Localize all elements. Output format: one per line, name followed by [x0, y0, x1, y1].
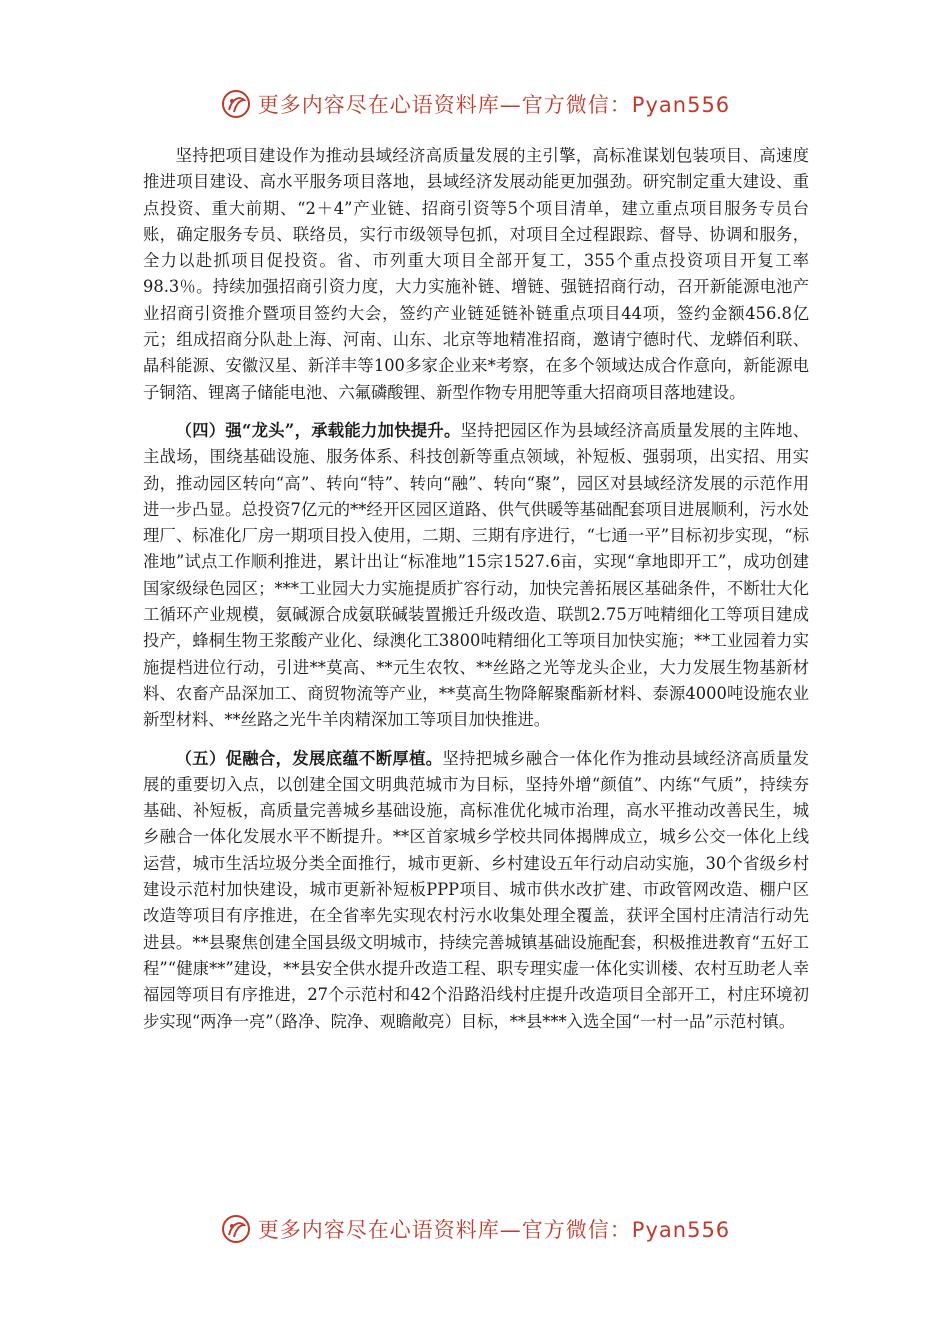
banner-text: 更多内容尽在心语资料库—官方微信：Pyan556 — [257, 93, 731, 117]
section-heading: （四）强“龙头”，承载能力加快提升。 — [175, 420, 461, 440]
paragraph-integration — [143, 746, 809, 1035]
document-body — [143, 143, 809, 1035]
section-heading: （五）促融合，发展底蕴不断厚植。 — [175, 748, 443, 768]
footer-banner — [0, 1209, 950, 1249]
banner-text: 更多内容尽在心语资料库—官方微信：Pyan556 — [257, 1218, 731, 1242]
header-banner — [0, 84, 950, 124]
paragraph-text: 坚持把城乡融合一体化作为推动县域经济高质量发展的重要切入点，以创建全国文明典范城市为目标，坚持外增“颜值”、内练“气质”，持续夯基础、补短板，高质量完善城乡基础设施，高标准优化城市治理，高水平推动改善民生，城乡融合一体化发展水平不断提升。**区首家城乡学校共同体揭牌成立，城乡公交一体化上线运营，城市生活垃圾分类全面推行，城市更新、乡村建设五年行动启动实施，30个省级乡村建设示范村加快建设，城市更新补短板PPP项目、城市供水改扩建、市政管网改造、棚户区改造等项目有序推进，在全省率先实现农村污水收集处理全覆盖，获评全国村庄清洁行动先进县。**县聚焦创建全国县级文明城市，持续完善城镇基础设施配套，积极推进教育“五好工程”“健康**”建设，**县安全供水提升改造工程、职专理实虚一体化实训楼、农村互助老人幸福园等项目有序推进，27个示范村和42个沿路沿线村庄提升改造项目全部开工，村庄环境初步实现“两净一亮”（路净、院净、观瞻敞亮）目标，**县***入选全国“一村一品”示范村镇。 — [143, 748, 809, 1031]
paragraph-text: 坚持把项目建设作为推动县域经济高质量发展的主引擎，高标准谋划包装项目、高速度推进项目建设、高水平服务项目落地，县域经济发展动能更加强劲。研究制定重大建设、重点投资、重大前期、“2＋4”产业链、招商引资等5个项目清单，建立重点项目服务专员台账，确定服务专员、联络员，实行市级领导包抓，对项目全过程跟踪、督导、协调和服务，全力以赴抓项目促投资。省、市列重大项目全部开复工，355个重点投资项目开复工率98.3％。持续加强招商引资力度，大力实施补链、增链、强链招商行动，召开新能源电池产业招商引资推介暨项目签约大会，签约产业链延链补链重点项目44项，签约金额456.8亿元；组成招商分队赴上海、河南、山东、北京等地精准招商，邀请宁德时代、龙蟒佰利联、晶科能源、安徽汉星、新洋丰等100多家企业来*考察，在多个领域达成合作意向，新能源电子铜箔、锂离子储能电池、六氟磷酸锂、新型作物专用肥等重大招商项目落地建设。 — [143, 146, 809, 402]
paragraph-text: 坚持把园区作为县域经济高质量发展的主阵地、主战场，围绕基础设施、服务体系、科技创新等重点领域，补短板、强弱项，出实招、用实劲，推动园区转向“高”、转向“特”、转向“融”、转向“聚”，园区对县域经济发展的示范作用进一步凸显。总投资7亿元的**经开区园区道路、供气供暖等基础配套项目进展顺利，污水处理厂、标准化厂房一期项目投入使用，二期、三期有序进行，“七通一平”目标初步实现，“标准地”试点工作顺利推进，累计出让“标准地”15宗1527.6亩，实现“拿地即开工”，成功创建国家级绿色园区；***工业园大力实施提质扩容行动，加快完善拓展区基础条件，不断壮大化工循环产业规模，氨碱源合成氨联碱装置搬迁升级改造、联凯2.75万吨精细化工等项目建成投产，蜂桐生物王浆酸产业化、绿澳化工3800吨精细化工等项目加快实施；**工业园着力实施提档进位行动，引进**莫高、**元生农牧、**丝路之光等龙头企业，大力发展生物基新材料、农畜产品深加工、商贸物流等产业，**莫高生物降解聚酯新材料、泰源4000吨设施农业新型材料、**丝路之光牛羊肉精深加工等项目加快推进。 — [143, 420, 809, 730]
paragraph-projects — [143, 143, 809, 406]
logo-icon — [220, 88, 252, 120]
logo-icon — [220, 1213, 252, 1245]
paragraph-leaders — [143, 418, 809, 734]
